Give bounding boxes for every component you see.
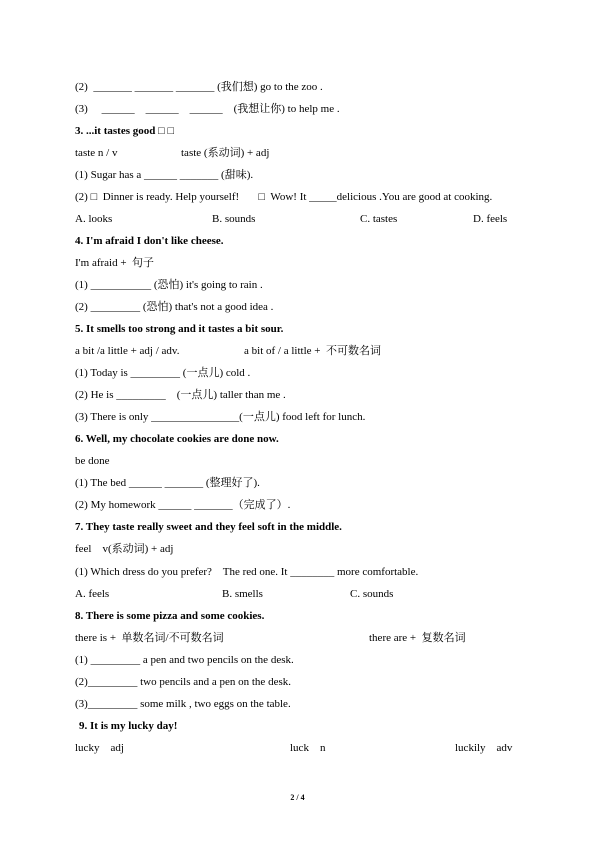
exercise-line: (2) He is _________ (一点儿) taller than me . bbox=[75, 389, 286, 401]
section-heading: 8. There is some pizza and some cookies. bbox=[75, 610, 265, 622]
option-d: D. feels bbox=[473, 213, 508, 225]
grammar-note: be done bbox=[75, 455, 110, 467]
exercise-line: (1) Which dress do you prefer? The red one. It ________ more comfortable. bbox=[75, 566, 419, 578]
grammar-note bbox=[75, 631, 535, 645]
exercise-line: (2) □ Dinner is ready. Help yourself! □ Wow! It _____delicious .You are good at cooking. bbox=[75, 191, 493, 203]
answer-options bbox=[75, 587, 515, 601]
exercise-line: (2)_________ two pencils and a pen on the desk. bbox=[75, 676, 291, 688]
grammar-note: I'm afraid + 句子 bbox=[75, 257, 155, 269]
grammar-note bbox=[75, 344, 515, 358]
option-b: B. smells bbox=[222, 588, 263, 600]
section-heading: 9. It is my lucky day! bbox=[79, 720, 178, 732]
exercise-line: (1) The bed ______ _______ (整理好了). bbox=[75, 477, 260, 489]
section-heading: 6. Well, my chocolate cookies are done now. bbox=[75, 433, 279, 445]
grammar-note-left: there is + 单数名词/不可数名词 bbox=[75, 632, 224, 644]
grammar-note-left: lucky adj bbox=[75, 742, 124, 754]
exercise-line: (1) ___________ (恐怕) it's going to rain . bbox=[75, 279, 263, 291]
answer-options bbox=[75, 212, 535, 226]
grammar-note-right: there are + 复数名词 bbox=[369, 632, 466, 644]
option-c: C. sounds bbox=[350, 588, 394, 600]
exercise-line: (2) _________ (恐怕) that's not a good idea . bbox=[75, 301, 274, 313]
exercise-line: (1) _________ a pen and two pencils on the desk. bbox=[75, 654, 294, 666]
exercise-line: (1) Today is _________ (一点儿) cold . bbox=[75, 367, 251, 379]
grammar-note-middle: luck n bbox=[290, 742, 326, 754]
grammar-note bbox=[75, 741, 525, 755]
exercise-line: (2) My homework ______ _______（完成了）. bbox=[75, 499, 291, 511]
exercise-line: (3)_________ some milk , two eggs on the table. bbox=[75, 698, 291, 710]
option-c: C. tastes bbox=[360, 213, 398, 225]
section-heading: 4. I'm afraid I don't like cheese. bbox=[75, 235, 224, 247]
option-a: A. looks bbox=[75, 213, 113, 225]
grammar-note-left: taste n / v bbox=[75, 147, 118, 159]
grammar-note-right: taste (系动词) + adj bbox=[181, 147, 270, 159]
exercise-line: (2) _______ _______ _______ (我们想) go to the zoo . bbox=[75, 81, 323, 93]
exercise-line: (3) ______ ______ ______ (我想让你) to help me . bbox=[75, 103, 340, 115]
page-number: 2 / 4 bbox=[290, 793, 305, 802]
grammar-note bbox=[75, 146, 515, 160]
section-heading: 3. ...it tastes good □ □ bbox=[75, 125, 175, 137]
exercise-line: (3) There is only ________________(一点儿) food left for lunch. bbox=[75, 411, 366, 423]
option-b: B. sounds bbox=[212, 213, 256, 225]
section-heading: 5. It smells too strong and it tastes a bit sour. bbox=[75, 323, 284, 335]
grammar-note: feel v(系动词) + adj bbox=[75, 543, 174, 555]
option-a: A. feels bbox=[75, 588, 110, 600]
grammar-note-right: luckily adv bbox=[455, 742, 513, 754]
exercise-line: (1) Sugar has a ______ _______ (甜味). bbox=[75, 169, 254, 181]
grammar-note-left: a bit /a little + adj / adv. bbox=[75, 345, 180, 357]
section-heading: 7. They taste really sweet and they feel soft in the middle. bbox=[75, 521, 342, 533]
grammar-note-right: a bit of / a little + 不可数名词 bbox=[244, 345, 381, 357]
